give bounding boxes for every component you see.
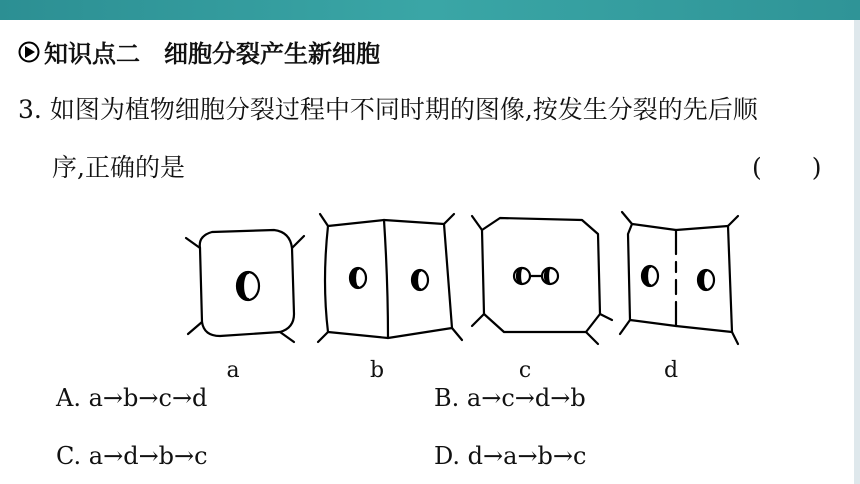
top-accent-bar <box>0 0 860 20</box>
cell-label-a: a <box>226 358 240 383</box>
option-d-letter: D. <box>434 442 461 470</box>
cell-a <box>186 230 304 342</box>
section-title-text: 知识点二 细胞分裂产生新细胞 <box>44 40 380 68</box>
option-a[interactable] <box>56 384 207 412</box>
option-a-letter: A. <box>56 384 81 412</box>
cell-c <box>472 216 612 344</box>
option-a-text: a→b→c→d <box>88 384 208 412</box>
option-c[interactable] <box>56 442 208 470</box>
right-edge-strip <box>854 20 860 484</box>
question-line1: 如图为植物细胞分裂过程中不同时期的图像,按发生分裂的先后顺 <box>49 95 758 124</box>
option-b-text: a→c→d→b <box>466 384 586 412</box>
page-content <box>12 20 860 484</box>
cell-b <box>318 214 462 342</box>
option-d[interactable] <box>434 442 586 470</box>
question-number: 3. <box>18 95 42 124</box>
option-b-letter: B. <box>434 384 460 412</box>
option-c-text: a→d→b→c <box>88 442 208 470</box>
question-text-line1 <box>18 90 758 126</box>
cell-division-figure <box>182 202 742 362</box>
section-heading <box>18 34 380 69</box>
cell-label-d: d <box>663 358 679 383</box>
option-d-text: d→a→b→c <box>467 442 587 470</box>
cell-d <box>620 212 738 344</box>
question-line2: 序,正确的是 <box>52 153 185 182</box>
cell-label-c: c <box>518 358 532 383</box>
play-circle-icon <box>18 41 40 63</box>
option-c-letter: C. <box>56 442 82 470</box>
answer-blank: ( ) <box>752 153 822 182</box>
cell-label-b: b <box>369 358 385 383</box>
option-b[interactable] <box>434 384 586 412</box>
